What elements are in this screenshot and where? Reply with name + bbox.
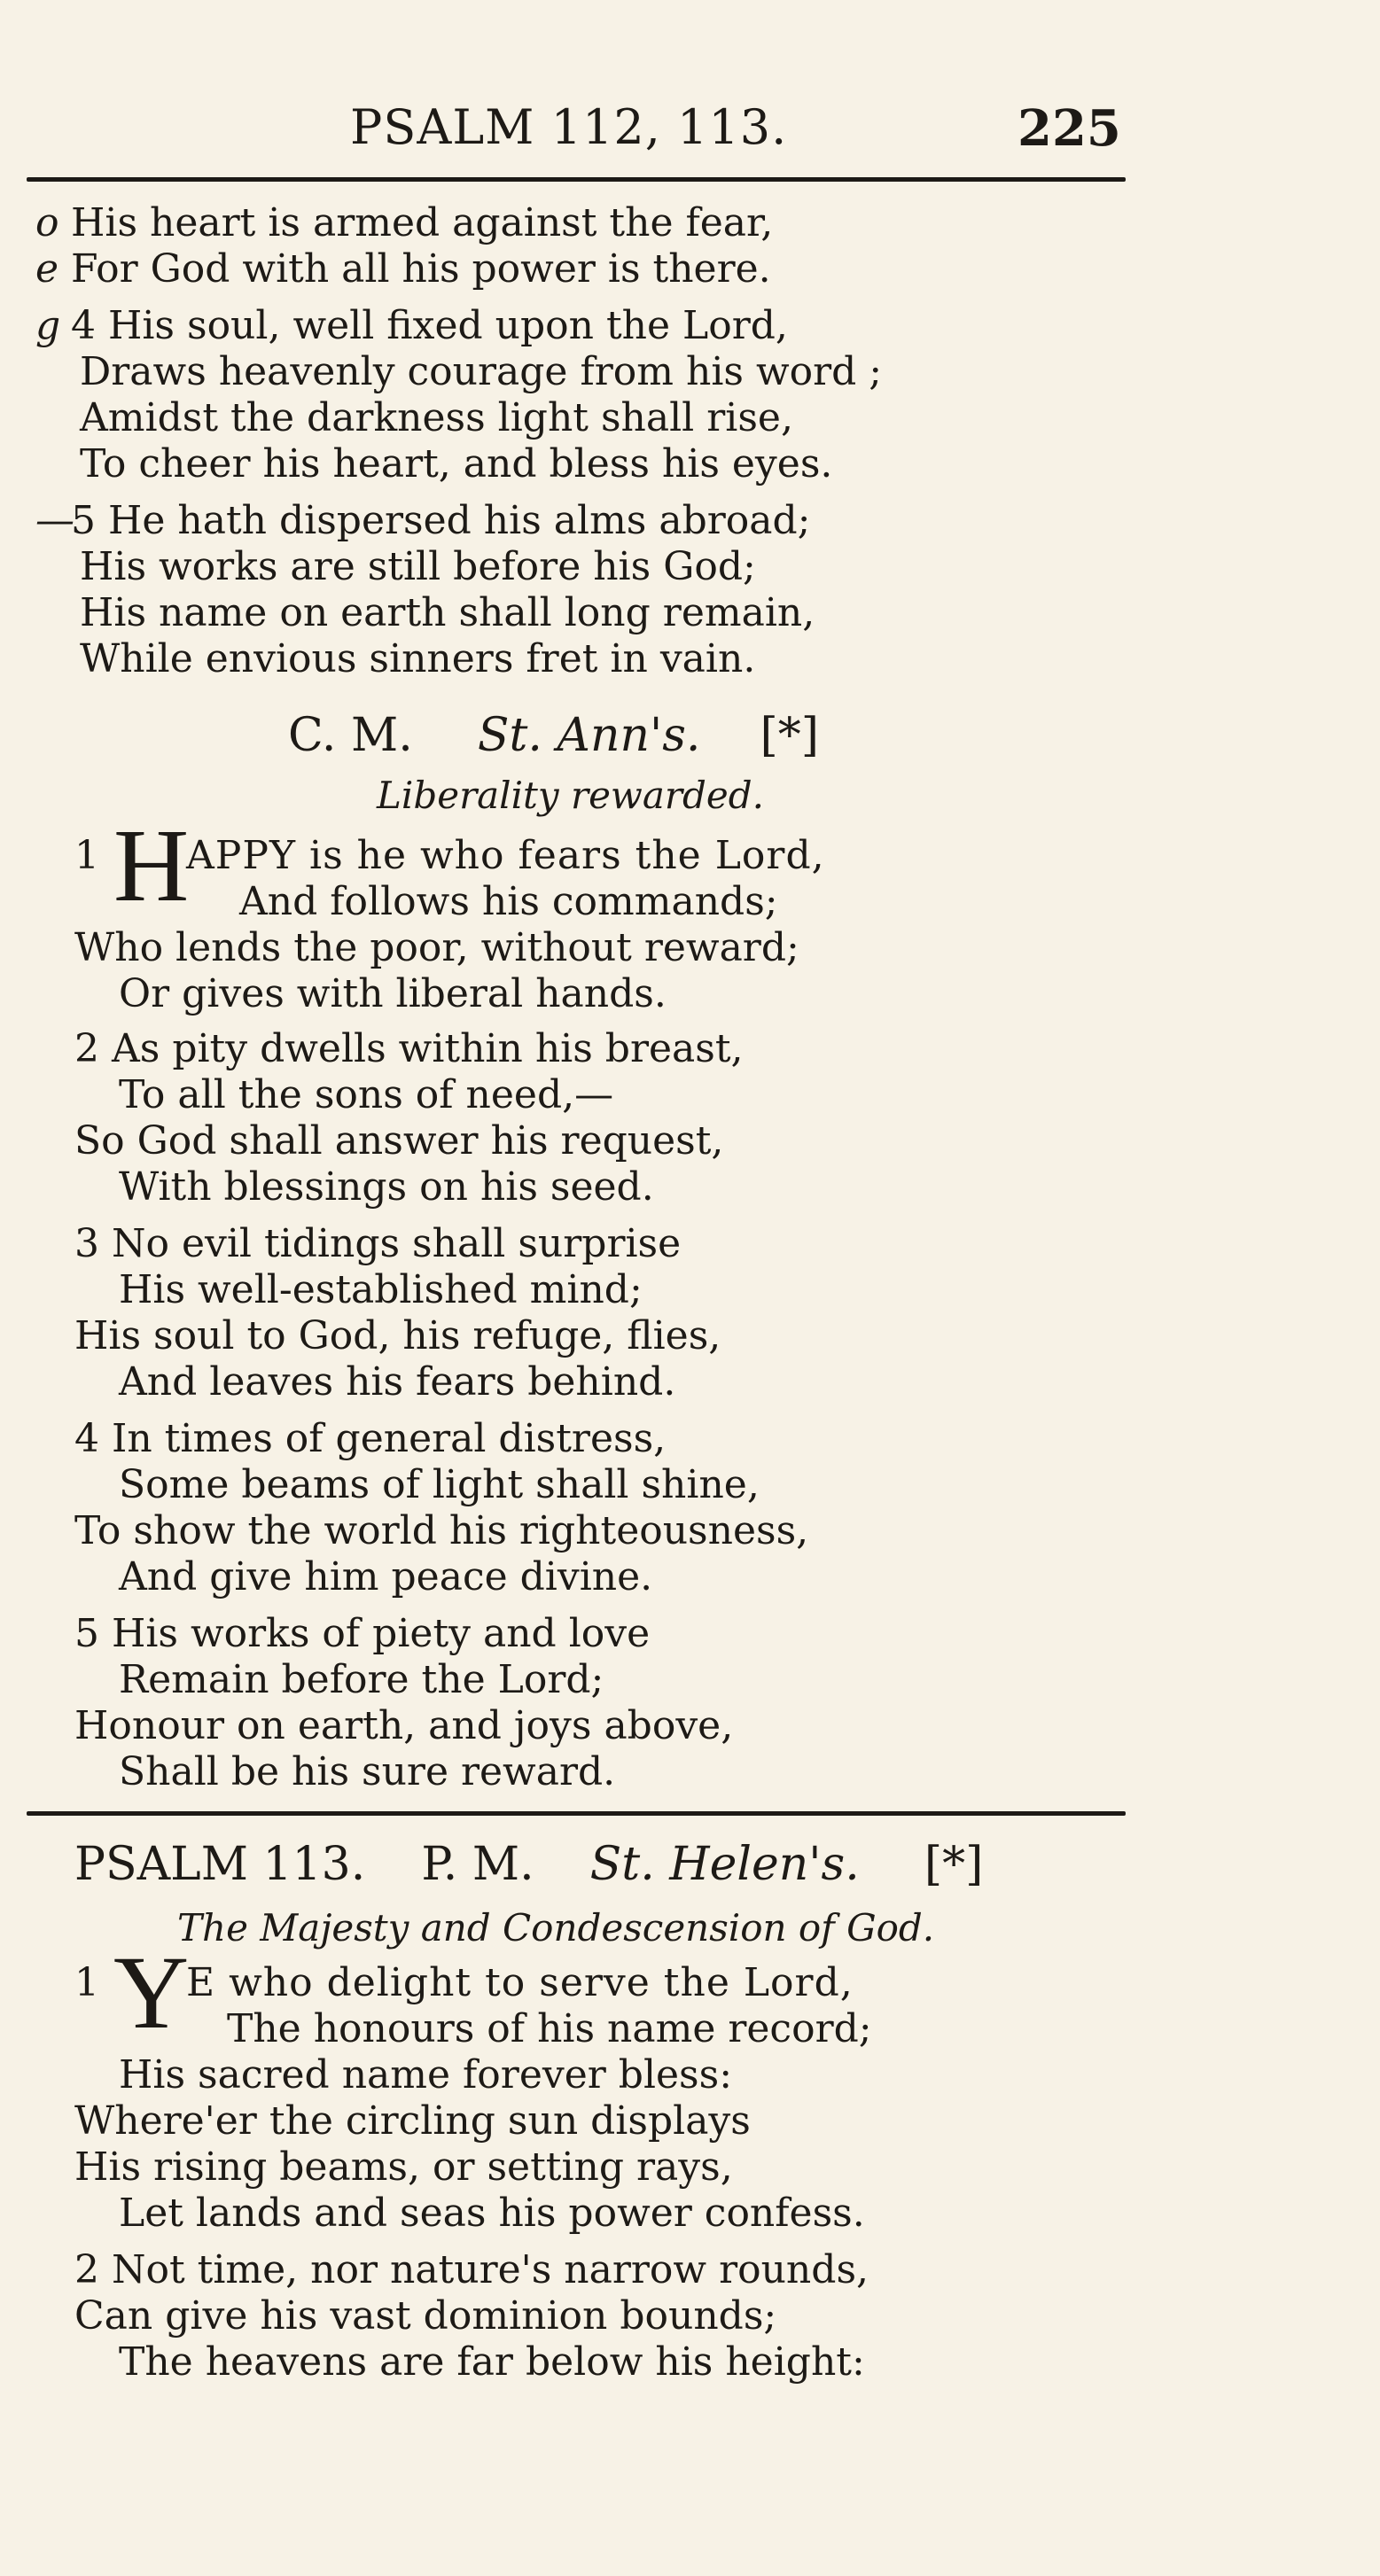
verse-line: Some beams of light shall shine, [119, 1462, 760, 1507]
verse-line: With blessings on his seed. [119, 1164, 654, 1210]
header-title: PSALM 112, 113. [350, 99, 788, 155]
drop-cap: H [113, 807, 190, 923]
verse-line: E who delight to serve the Lord, [186, 1960, 854, 2005]
verse-line: His well-established mind; [119, 1267, 643, 1312]
verse-line: Remain before the Lord; [119, 1657, 604, 1702]
verse-line: Let lands and seas his power confess. [119, 2191, 865, 2236]
verse-line: 4 In times of general distress, [74, 1416, 667, 1461]
section-rule [27, 1811, 1126, 1816]
verse-line: His soul to God, his refuge, flies, [74, 1313, 721, 1358]
verse-line: And leaves his fears behind. [119, 1359, 676, 1405]
verse-line: And give him peace divine. [119, 1554, 653, 1599]
verse-line: His works are still before his God; [80, 544, 756, 589]
verse-line: To show the world his righteousness, [74, 1508, 809, 1553]
verse-line: 2 As pity dwells within his breast, [74, 1026, 744, 1071]
verse-line: Shall be his sure reward. [119, 1749, 616, 1794]
verse-line: o His heart is armed against the fear, [35, 200, 774, 245]
drop-cap: Y [113, 1934, 190, 2051]
dynamic-mark: e [35, 246, 59, 292]
verse-line: Draws heavenly courage from his word ; [80, 349, 883, 394]
verse-line: APPY is he who fears the Lord, [186, 833, 825, 878]
tune-name: St. Helen's. [589, 1838, 860, 1891]
page-number: 225 [1017, 99, 1121, 158]
dynamic-mark: o [35, 200, 59, 245]
psalm-heading [74, 1838, 983, 1891]
verse-line: Or gives with liberal hands. [119, 971, 667, 1016]
verse-line: 2 Not time, nor nature's narrow rounds, [74, 2247, 869, 2292]
header-rule [27, 177, 1126, 182]
verse-number: 1 [74, 1960, 99, 2005]
bracket-mark: [*] [924, 1838, 984, 1891]
verse-number: 1 [74, 833, 99, 878]
verse-line: Honour on earth, and joys above, [74, 1703, 734, 1748]
verse-line: Who lends the poor, without reward; [74, 925, 799, 970]
bracket-mark: [*] [760, 709, 820, 762]
verse-line: To cheer his heart, and bless his eyes. [80, 441, 833, 486]
verse-line: Can give his vast dominion bounds; [74, 2293, 777, 2339]
tune-name: St. Ann's. [477, 709, 701, 762]
verse-line: e For God with all his power is there. [35, 246, 771, 292]
verse-line: And follows his commands; [239, 879, 778, 924]
verse-line: 3 No evil tidings shall surprise [74, 1221, 682, 1266]
hymn-subtitle: Liberality rewarded. [377, 774, 764, 817]
verse-line: Where'er the circling sun displays [74, 2098, 751, 2144]
verse-line: So God shall answer his request, [74, 1118, 724, 1163]
meter: P. M. [421, 1838, 534, 1891]
meter: C. M. [288, 709, 413, 762]
verse-line: The honours of his name record; [227, 2006, 872, 2051]
verse-line: His rising beams, or setting rays, [74, 2144, 733, 2190]
verse-line: While envious sinners fret in vain. [80, 636, 756, 681]
psalm-title: PSALM 113. [74, 1838, 366, 1891]
verse-line: His name on earth shall long remain, [80, 590, 815, 635]
running-header [0, 99, 1380, 170]
psalm-subtitle: The Majesty and Condescension of God. [177, 1906, 935, 1950]
verse-line: —5 He hath dispersed his alms abroad; [35, 498, 811, 543]
verse-line: g 4 His soul, well fixed upon the Lord, [35, 303, 788, 348]
verse-line: His sacred name forever bless: [119, 2052, 733, 2097]
hymn-heading [288, 709, 819, 762]
verse-line: 5 His works of piety and love [74, 1611, 651, 1656]
verse-line: The heavens are far below his height: [119, 2339, 865, 2385]
dynamic-mark: g [35, 303, 61, 348]
verse-line: To all the sons of need,— [119, 1072, 614, 1117]
dynamic-mark: — [35, 498, 74, 543]
verse-line: Amidst the darkness light shall rise, [80, 395, 793, 440]
